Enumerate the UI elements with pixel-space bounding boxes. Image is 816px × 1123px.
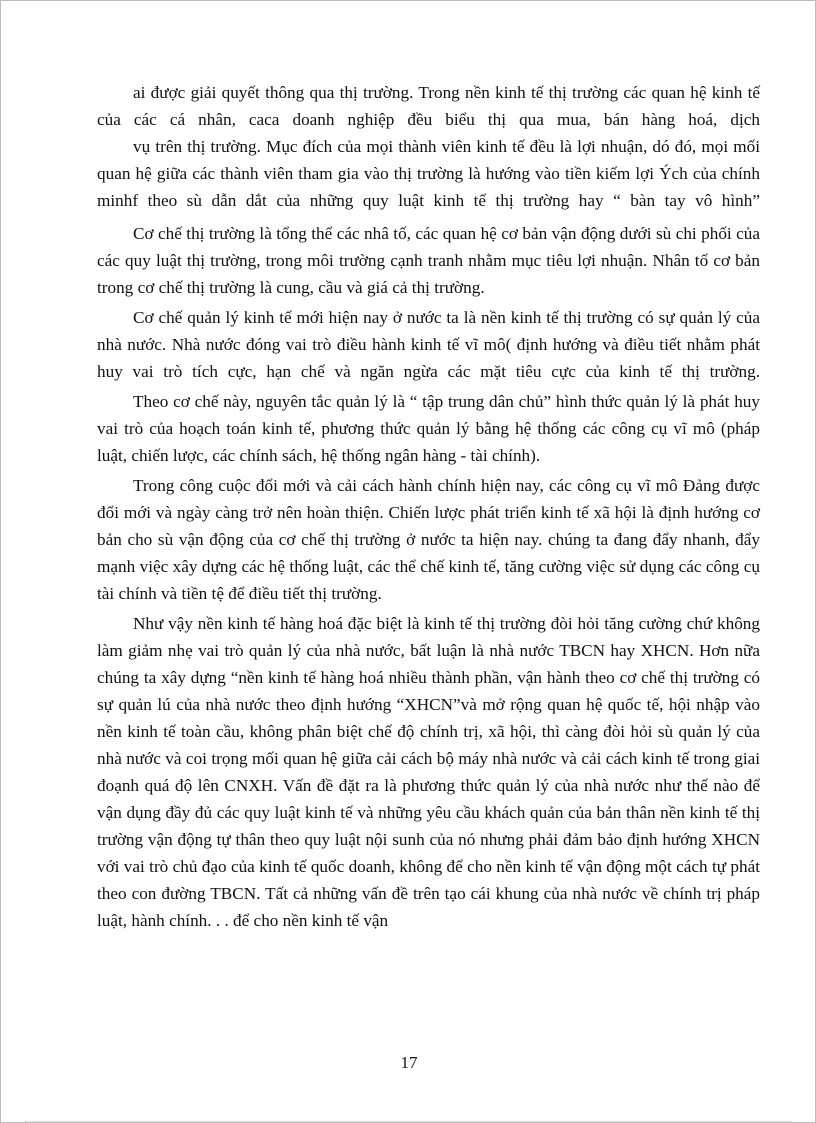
paragraph-2: vụ trên thị trường. Mục đích của mọi thành viên kinh tế đều là lợi nhuận, dó đó, mọi mối quan hệ giữa các thành viên tham gia vào thị trường là hướng vào tiền kiếm lợi Ých của chính minhf theo sù dẫn dắt của những quy luật kinh tế thị trường hay “ bàn tay vô hình” bbox=[97, 137, 760, 210]
body-text bbox=[97, 79, 760, 934]
paragraph-5: Theo cơ chế này, nguyên tắc quản lý là “ tập trung dân chủ” hình thức quản lý là phát huy vai trò của hoạch toán kinh tế, phương thức quản lý bằng hệ thống các công cụ vĩ mô (pháp luật, chiến lược, các chính sách, hệ thống ngân hàng - tài chính). bbox=[97, 392, 760, 465]
paragraph-6: Trong công cuộc đổi mới và cải cách hành chính hiện nay, các công cụ vĩ mô Đảng được đổi mới và ngày càng trở nên hoàn thiện. Chiến lược phát triển kinh tế xã hội là định hướng cơ bản cho sù vận động của cơ chế thị trường ở nước ta hiện nay. chúng ta đang đẩy nhanh, đẩy mạnh việc xây dựng các hệ thống luật, các thể chế kinh tế, tăng cường việc sử dụng các công cụ tài chính và tiền tệ để điều tiết thị trường. bbox=[97, 476, 760, 603]
paragraph-3: Cơ chế thị trường là tổng thể các nhâ tố, các quan hệ cơ bản vận động dưới sù chi phối của các quy luật thị trường, trong môi trường cạnh tranh nhằm mục tiêu lợi nhuận. Nhân tố cơ bản trong cơ chế thị trường là cung, cầu và giá cả thị trường. bbox=[97, 224, 760, 297]
paragraph-4: Cơ chế quản lý kinh tế mới hiện nay ở nước ta là nền kinh tế thị trường có sự quản lý của nhà nước. Nhà nước đóng vai trò điều hành kinh tế vĩ mô( định hướng và điều tiết nhằm phát huy vai trò tích cực, hạn chế và ngăn ngừa các mặt tiêu cực của kinh tế thị trường. bbox=[97, 308, 760, 381]
paragraph-7: Như vậy nền kinh tế hàng hoá đặc biệt là kinh tế thị trường đòi hỏi tăng cường chứ không làm giảm nhẹ vai trò quản lý của nhà nước, bất luận là nhà nước TBCN hay XHCN. Hơn nữa chúng ta xây dựng “nền kinh tế hàng hoá nhiều thành phần, vận hành theo cơ chế thị trường có sự quản lú của nhà nước theo định hướng “XHCN”và mở rộng quan hệ quốc tế, hội nhập vào nền kinh tế toàn cầu, không phân biệt chế độ chính trị, xã hội, thì càng đòi hỏi sù quản lý của nhà nước và coi trọng mối quan hệ giữa cải cách bộ máy nhà nước và cải cách kinh tế trong giai đoạnh quá độ lên CNXH. Vấn đề đặt ra là phương thức quản lý của nhà nước như thế nào để vận dụng đầy đủ các quy luật kinh tế và những yêu cầu khách quản của bản thân nền kinh tế thị trường vận động tự thân theo quy luật nội sunh của nó nhưng phải đảm bảo định hướng XHCN với vai trò chủ đạo của kinh tế quốc doanh, không để cho nền kinh tế vận động một cách tự phát theo con đường TBCN. Tất cả những vấn đề trên tạo cái khung của nhà nước về chính trị pháp luật, hành chính. . . để cho nền kinh tế vận bbox=[97, 614, 760, 930]
footer-divider bbox=[25, 1121, 791, 1122]
page-number: 17 bbox=[400, 1053, 418, 1072]
paragraph-1: ai được giải quyết thông qua thị trường. Trong nền kinh tế thị trường các quan hệ kinh tế của các cá nhân, caca doanh nghiệp đều biểu thị qua mua, bán hàng hoá, dịch bbox=[97, 83, 760, 129]
